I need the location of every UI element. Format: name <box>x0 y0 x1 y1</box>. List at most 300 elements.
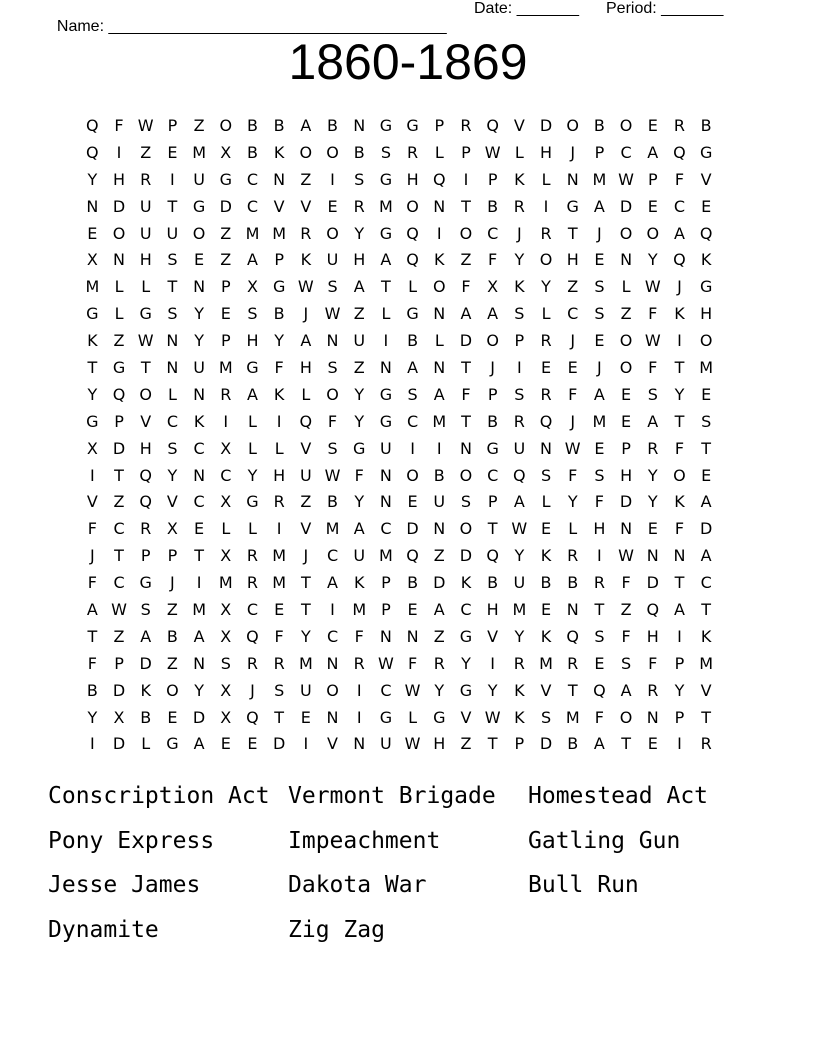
grid-letter[interactable]: D <box>646 573 659 593</box>
grid-letter[interactable]: L <box>568 519 578 539</box>
grid-letter[interactable]: C <box>246 169 259 189</box>
grid-letter[interactable]: P <box>220 277 231 297</box>
grid-letter[interactable]: Z <box>193 115 205 135</box>
grid-letter[interactable]: T <box>167 277 178 297</box>
grid-letter[interactable]: K <box>273 142 285 162</box>
grid-letter[interactable]: L <box>434 331 444 351</box>
grid-letter[interactable]: H <box>593 519 606 539</box>
grid-letter[interactable]: G <box>112 357 126 377</box>
grid-letter[interactable]: T <box>300 573 311 593</box>
grid-letter[interactable]: O <box>432 277 446 297</box>
grid-letter[interactable]: F <box>87 653 97 673</box>
grid-letter[interactable]: Q <box>299 411 313 431</box>
grid-letter[interactable]: L <box>408 277 418 297</box>
grid-letter[interactable]: N <box>326 331 339 351</box>
grid-letter[interactable]: E <box>167 142 178 162</box>
grid-letter[interactable]: A <box>193 626 205 646</box>
grid-letter[interactable]: W <box>484 142 501 162</box>
grid-letter[interactable]: T <box>274 707 285 727</box>
grid-letter[interactable]: H <box>273 465 286 485</box>
grid-letter[interactable]: E <box>701 384 712 404</box>
grid-letter[interactable]: Q <box>513 465 526 485</box>
grid-letter[interactable]: F <box>621 626 631 646</box>
grid-letter[interactable]: I <box>356 680 362 700</box>
grid-letter[interactable]: U <box>380 438 392 458</box>
grid-letter[interactable]: M <box>592 169 607 189</box>
grid-letter[interactable]: Z <box>353 304 365 324</box>
grid-letter[interactable]: E <box>194 250 205 270</box>
grid-letter[interactable]: E <box>647 734 658 754</box>
grid-letter[interactable]: S <box>540 707 552 727</box>
grid-letter[interactable]: X <box>220 626 232 646</box>
grid-letter[interactable]: S <box>167 304 178 324</box>
grid-letter[interactable]: G <box>246 357 259 377</box>
grid-letter[interactable]: K <box>540 626 552 646</box>
grid-letter[interactable]: R <box>540 331 552 351</box>
grid-letter[interactable]: I <box>436 223 442 243</box>
grid-letter[interactable]: N <box>646 707 659 727</box>
grid-letter[interactable]: F <box>594 492 604 512</box>
grid-letter[interactable]: U <box>353 546 366 566</box>
grid-letter[interactable]: J <box>490 357 496 377</box>
grid-letter[interactable]: H <box>139 250 152 270</box>
grid-letter[interactable]: A <box>513 492 525 512</box>
grid-letter[interactable]: G <box>459 626 473 646</box>
grid-letter[interactable]: E <box>647 519 658 539</box>
grid-letter[interactable]: A <box>593 196 605 216</box>
grid-letter[interactable]: F <box>568 384 578 404</box>
grid-letter[interactable]: N <box>326 653 339 673</box>
grid-letter[interactable]: Q <box>139 492 153 512</box>
grid-letter[interactable]: S <box>327 438 338 458</box>
grid-letter[interactable]: H <box>566 250 579 270</box>
grid-letter[interactable]: C <box>326 546 339 566</box>
grid-letter[interactable]: P <box>487 492 498 512</box>
grid-letter[interactable]: Q <box>699 223 713 243</box>
grid-letter[interactable]: T <box>194 546 204 566</box>
grid-letter[interactable]: Y <box>514 626 525 646</box>
grid-letter[interactable]: C <box>487 465 499 485</box>
grid-letter[interactable]: M <box>565 707 580 727</box>
grid-letter[interactable]: M <box>272 223 287 243</box>
grid-letter[interactable]: H <box>406 169 419 189</box>
grid-letter[interactable]: S <box>354 169 365 189</box>
grid-letter[interactable]: M <box>379 196 393 216</box>
grid-letter[interactable]: D <box>539 115 553 135</box>
grid-letter[interactable]: J <box>89 546 95 566</box>
grid-letter[interactable]: C <box>113 519 125 539</box>
grid-letter[interactable]: W <box>297 277 314 297</box>
grid-letter[interactable]: B <box>407 573 419 593</box>
grid-letter[interactable]: N <box>673 546 686 566</box>
grid-letter[interactable]: N <box>433 519 446 539</box>
grid-letter[interactable]: P <box>274 250 284 270</box>
grid-letter[interactable]: I <box>677 331 682 351</box>
grid-letter[interactable]: E <box>594 653 605 673</box>
grid-letter[interactable]: V <box>487 626 499 646</box>
grid-letter[interactable]: N <box>433 357 446 377</box>
grid-letter[interactable]: G <box>139 304 152 324</box>
grid-letter[interactable]: G <box>86 304 99 324</box>
grid-letter[interactable]: S <box>594 277 605 297</box>
grid-letter[interactable]: B <box>487 573 499 593</box>
grid-letter[interactable]: U <box>139 223 152 243</box>
grid-letter[interactable]: A <box>300 115 312 135</box>
grid-letter[interactable]: A <box>700 492 712 512</box>
grid-letter[interactable]: F <box>594 707 604 727</box>
grid-letter[interactable]: S <box>514 384 525 404</box>
grid-letter[interactable]: C <box>620 142 632 162</box>
grid-letter[interactable]: N <box>620 519 633 539</box>
grid-letter[interactable]: E <box>327 196 338 216</box>
grid-letter[interactable]: M <box>432 411 447 431</box>
grid-letter[interactable]: M <box>192 599 206 619</box>
grid-letter[interactable]: R <box>513 196 525 216</box>
grid-letter[interactable]: T <box>461 357 471 377</box>
grid-letter[interactable]: S <box>514 304 525 324</box>
grid-letter[interactable]: G <box>86 411 99 431</box>
grid-letter[interactable]: H <box>246 331 259 351</box>
grid-letter[interactable]: Y <box>354 384 365 404</box>
grid-letter[interactable]: V <box>327 734 338 754</box>
grid-letter[interactable]: Q <box>593 680 606 700</box>
grid-letter[interactable]: N <box>379 357 392 377</box>
grid-letter[interactable]: N <box>433 196 446 216</box>
grid-letter[interactable]: L <box>167 384 177 404</box>
grid-letter[interactable]: T <box>567 223 578 243</box>
grid-letter[interactable]: N <box>193 277 206 297</box>
grid-letter[interactable]: Y <box>647 492 658 512</box>
grid-letter[interactable]: E <box>594 331 605 351</box>
grid-letter[interactable]: O <box>619 357 633 377</box>
grid-letter[interactable]: T <box>621 734 631 754</box>
grid-letter[interactable]: O <box>619 115 633 135</box>
grid-letter[interactable]: A <box>407 357 419 377</box>
grid-letter[interactable]: A <box>700 546 712 566</box>
grid-letter[interactable]: S <box>407 384 418 404</box>
grid-letter[interactable]: L <box>221 519 231 539</box>
grid-letter[interactable]: M <box>325 519 340 539</box>
grid-letter[interactable]: E <box>540 599 552 619</box>
grid-letter[interactable]: E <box>220 304 231 324</box>
grid-letter[interactable]: F <box>354 626 364 646</box>
grid-letter[interactable]: F <box>674 519 685 539</box>
grid-letter[interactable]: Y <box>487 680 498 700</box>
grid-letter[interactable]: N <box>193 653 206 673</box>
grid-letter[interactable]: O <box>459 223 473 243</box>
grid-letter[interactable]: X <box>246 277 258 297</box>
grid-letter[interactable]: O <box>406 465 419 485</box>
grid-letter[interactable]: V <box>166 492 178 512</box>
grid-letter[interactable]: B <box>327 115 339 135</box>
grid-letter[interactable]: Z <box>620 599 632 619</box>
grid-letter[interactable]: T <box>300 599 311 619</box>
grid-letter[interactable]: Y <box>434 680 445 700</box>
grid-letter[interactable]: Y <box>514 250 525 270</box>
grid-letter[interactable]: G <box>139 573 152 593</box>
grid-letter[interactable]: L <box>408 707 418 727</box>
grid-letter[interactable]: E <box>407 599 418 619</box>
grid-letter[interactable]: L <box>514 142 524 162</box>
grid-letter[interactable]: G <box>353 438 366 458</box>
grid-letter[interactable]: K <box>674 304 685 324</box>
grid-letter[interactable]: A <box>673 223 685 243</box>
grid-letter[interactable]: I <box>677 734 682 754</box>
grid-letter[interactable]: Q <box>673 142 686 162</box>
grid-letter[interactable]: R <box>407 142 419 162</box>
grid-letter[interactable]: N <box>433 304 446 324</box>
grid-letter[interactable]: N <box>193 465 206 485</box>
grid-letter[interactable]: K <box>460 573 472 593</box>
grid-letter[interactable]: R <box>700 734 712 754</box>
grid-letter[interactable]: C <box>326 626 339 646</box>
grid-letter[interactable]: W <box>111 599 127 619</box>
grid-letter[interactable]: C <box>246 196 259 216</box>
grid-letter[interactable]: P <box>114 653 124 673</box>
grid-letter[interactable]: P <box>487 384 498 404</box>
grid-letter[interactable]: D <box>459 546 473 566</box>
grid-letter[interactable]: Y <box>194 304 204 324</box>
grid-letter[interactable]: V <box>700 169 712 189</box>
grid-letter[interactable]: R <box>433 653 445 673</box>
grid-letter[interactable]: Y <box>300 626 311 646</box>
grid-letter[interactable]: T <box>701 707 712 727</box>
grid-letter[interactable]: C <box>567 304 579 324</box>
grid-letter[interactable]: Y <box>354 492 365 512</box>
grid-letter[interactable]: L <box>541 169 551 189</box>
grid-letter[interactable]: Z <box>433 546 445 566</box>
grid-letter[interactable]: O <box>326 680 339 700</box>
grid-letter[interactable]: W <box>484 707 501 727</box>
grid-letter[interactable]: Q <box>139 465 153 485</box>
grid-letter[interactable]: A <box>593 384 605 404</box>
grid-letter[interactable]: J <box>250 680 255 700</box>
grid-letter[interactable]: R <box>673 115 686 135</box>
grid-letter[interactable]: G <box>699 277 713 297</box>
grid-letter[interactable]: L <box>541 304 551 324</box>
grid-letter[interactable]: U <box>193 169 205 189</box>
grid-letter[interactable]: L <box>301 384 311 404</box>
grid-letter[interactable]: I <box>383 331 389 351</box>
grid-letter[interactable]: P <box>381 573 391 593</box>
grid-letter[interactable]: B <box>273 115 285 135</box>
grid-letter[interactable]: M <box>245 223 260 243</box>
grid-letter[interactable]: R <box>246 573 259 593</box>
grid-letter[interactable]: T <box>381 277 391 297</box>
grid-letter[interactable]: Q <box>86 115 99 135</box>
grid-letter[interactable]: K <box>514 680 525 700</box>
grid-letter[interactable]: F <box>87 573 97 593</box>
grid-letter[interactable]: N <box>646 546 659 566</box>
grid-letter[interactable]: W <box>511 519 528 539</box>
grid-letter[interactable]: S <box>621 653 632 673</box>
grid-letter[interactable]: M <box>379 546 393 566</box>
grid-letter[interactable]: G <box>379 707 393 727</box>
grid-letter[interactable]: W <box>644 277 661 297</box>
grid-letter[interactable]: L <box>274 438 284 458</box>
grid-letter[interactable]: J <box>597 223 602 243</box>
grid-letter[interactable]: O <box>192 223 206 243</box>
grid-letter[interactable]: K <box>514 707 525 727</box>
grid-letter[interactable]: R <box>567 546 579 566</box>
grid-letter[interactable]: Q <box>246 707 259 727</box>
grid-letter[interactable]: U <box>139 196 152 216</box>
grid-letter[interactable]: J <box>570 331 576 351</box>
grid-letter[interactable]: R <box>246 546 259 566</box>
grid-letter[interactable]: X <box>487 277 499 297</box>
grid-letter[interactable]: B <box>567 573 579 593</box>
grid-letter[interactable]: L <box>541 492 551 512</box>
grid-letter[interactable]: H <box>646 626 659 646</box>
grid-letter[interactable]: Y <box>647 465 658 485</box>
grid-letter[interactable]: X <box>220 142 232 162</box>
grid-letter[interactable]: G <box>433 707 446 727</box>
grid-letter[interactable]: D <box>112 196 126 216</box>
grid-letter[interactable]: Q <box>86 142 99 162</box>
grid-letter[interactable]: T <box>701 599 712 619</box>
grid-letter[interactable]: O <box>459 465 473 485</box>
grid-letter[interactable]: G <box>246 492 259 512</box>
grid-letter[interactable]: O <box>673 465 686 485</box>
grid-letter[interactable]: V <box>460 707 472 727</box>
grid-letter[interactable]: M <box>699 653 714 673</box>
grid-letter[interactable]: I <box>116 142 122 162</box>
grid-letter[interactable]: B <box>140 707 152 727</box>
grid-letter[interactable]: F <box>648 304 658 324</box>
grid-letter[interactable]: C <box>220 465 232 485</box>
grid-letter[interactable]: X <box>166 519 178 539</box>
grid-letter[interactable]: L <box>248 519 257 539</box>
grid-letter[interactable]: N <box>406 626 419 646</box>
grid-letter[interactable]: W <box>137 331 154 351</box>
grid-letter[interactable]: R <box>540 384 552 404</box>
grid-letter[interactable]: T <box>114 546 124 566</box>
grid-letter[interactable]: I <box>89 734 95 754</box>
grid-letter[interactable]: I <box>170 169 175 189</box>
grid-letter[interactable]: I <box>597 546 602 566</box>
grid-letter[interactable]: A <box>246 384 258 404</box>
grid-letter[interactable]: G <box>379 411 393 431</box>
grid-letter[interactable]: R <box>273 653 285 673</box>
grid-letter[interactable]: Q <box>406 223 419 243</box>
grid-letter[interactable]: P <box>381 599 391 619</box>
grid-letter[interactable]: Q <box>406 250 419 270</box>
grid-letter[interactable]: C <box>113 573 125 593</box>
grid-letter[interactable]: A <box>193 734 205 754</box>
grid-letter[interactable]: R <box>567 653 579 673</box>
grid-letter[interactable]: Y <box>674 680 685 700</box>
grid-letter[interactable]: F <box>461 384 471 404</box>
grid-letter[interactable]: S <box>647 384 658 404</box>
grid-letter[interactable]: T <box>701 438 712 458</box>
grid-letter[interactable]: N <box>113 250 126 270</box>
grid-letter[interactable]: T <box>87 357 98 377</box>
grid-letter[interactable]: D <box>699 519 713 539</box>
grid-letter[interactable]: T <box>487 519 498 539</box>
grid-letter[interactable]: P <box>674 653 685 673</box>
grid-letter[interactable]: Z <box>300 169 312 189</box>
grid-letter[interactable]: U <box>326 250 339 270</box>
grid-letter[interactable]: D <box>112 680 126 700</box>
grid-letter[interactable]: A <box>647 142 659 162</box>
grid-letter[interactable]: C <box>487 223 499 243</box>
grid-letter[interactable]: A <box>433 599 445 619</box>
grid-letter[interactable]: T <box>114 465 124 485</box>
grid-letter[interactable]: S <box>327 357 338 377</box>
grid-letter[interactable]: V <box>273 196 285 216</box>
grid-letter[interactable]: D <box>219 196 232 216</box>
grid-letter[interactable]: U <box>299 465 312 485</box>
grid-letter[interactable]: U <box>193 357 205 377</box>
grid-letter[interactable]: N <box>566 169 579 189</box>
grid-letter[interactable]: O <box>219 115 233 135</box>
grid-letter[interactable]: X <box>86 438 98 458</box>
grid-letter[interactable]: A <box>647 411 659 431</box>
grid-letter[interactable]: O <box>619 223 633 243</box>
grid-letter[interactable]: E <box>540 519 552 539</box>
grid-letter[interactable]: V <box>140 411 152 431</box>
grid-letter[interactable]: K <box>273 384 285 404</box>
grid-letter[interactable]: I <box>330 599 335 619</box>
grid-letter[interactable]: L <box>114 304 124 324</box>
grid-letter[interactable]: U <box>299 680 312 700</box>
grid-letter[interactable]: G <box>486 438 499 458</box>
grid-letter[interactable]: B <box>166 626 178 646</box>
grid-letter[interactable]: Y <box>87 384 98 404</box>
grid-letter[interactable]: Y <box>541 277 551 297</box>
grid-letter[interactable]: E <box>567 357 578 377</box>
grid-letter[interactable]: F <box>274 626 284 646</box>
grid-letter[interactable]: V <box>300 438 312 458</box>
grid-letter[interactable]: X <box>86 250 98 270</box>
grid-letter[interactable]: W <box>137 115 154 135</box>
grid-letter[interactable]: E <box>621 384 632 404</box>
grid-letter[interactable]: J <box>677 277 682 297</box>
grid-letter[interactable]: S <box>380 142 391 162</box>
grid-letter[interactable]: L <box>248 438 257 458</box>
grid-letter[interactable]: X <box>220 492 232 512</box>
grid-letter[interactable]: Y <box>354 223 365 243</box>
grid-letter[interactable]: M <box>512 599 527 619</box>
grid-letter[interactable]: O <box>326 223 339 243</box>
grid-letter[interactable]: Y <box>647 250 658 270</box>
grid-letter[interactable]: R <box>140 519 152 539</box>
grid-letter[interactable]: X <box>220 707 232 727</box>
grid-letter[interactable]: B <box>487 411 499 431</box>
grid-letter[interactable]: A <box>460 304 472 324</box>
grid-letter[interactable]: Z <box>166 599 178 619</box>
grid-letter[interactable]: H <box>486 599 499 619</box>
grid-letter[interactable]: G <box>379 115 393 135</box>
grid-letter[interactable]: S <box>167 438 178 458</box>
grid-letter[interactable]: Q <box>406 546 419 566</box>
grid-letter[interactable]: T <box>87 626 98 646</box>
grid-letter[interactable]: N <box>379 626 392 646</box>
grid-letter[interactable]: S <box>167 250 178 270</box>
grid-letter[interactable]: J <box>303 304 309 324</box>
grid-letter[interactable]: J <box>516 223 522 243</box>
grid-letter[interactable]: B <box>567 734 579 754</box>
grid-letter[interactable]: N <box>566 599 579 619</box>
grid-letter[interactable]: Y <box>87 169 98 189</box>
grid-letter[interactable]: Z <box>220 223 232 243</box>
grid-letter[interactable]: G <box>459 680 473 700</box>
grid-letter[interactable]: U <box>353 331 366 351</box>
grid-letter[interactable]: R <box>647 438 659 458</box>
grid-letter[interactable]: H <box>620 465 633 485</box>
grid-letter[interactable]: G <box>566 196 579 216</box>
grid-letter[interactable]: I <box>543 196 549 216</box>
